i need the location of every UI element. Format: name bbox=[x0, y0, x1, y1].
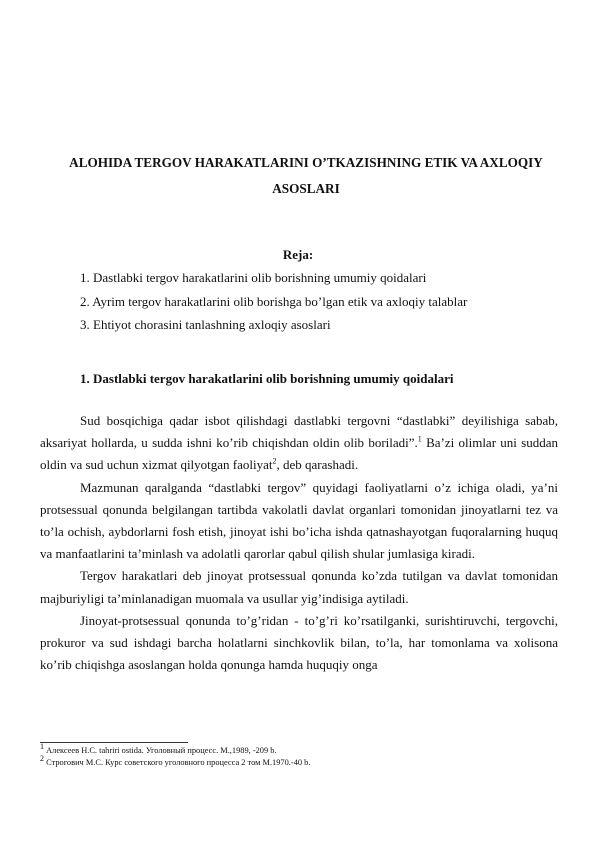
plan-item: 3. Ehtiyot chorasini tanlashning axloqiy asoslari bbox=[80, 317, 331, 332]
footnote-1 bbox=[40, 742, 310, 757]
paragraph-3: Tergov harakatlari deb jinoyat protsessual qonunda ko’zda tutilgan va davlat tomonidan majburiyligi ta’minlanadigan muomala va usullar yig’indisiga aytiladi. bbox=[40, 568, 558, 606]
title-line-1: ALOHIDA TERGOV HARAKATLARINI O’TKAZISHNING ETIK VA AXLOQIY bbox=[69, 155, 543, 170]
paragraph-1-part-a: Sud bosqichiga qadar isbot qilishdagi dastlabki tergovni “dastlabki” deyilishiga sabab, aksariyat hollarda, u sudda ishni ko’rib chiqishdan oldin olib boriladi”. bbox=[40, 413, 558, 451]
footnote-mark: 1 bbox=[40, 742, 44, 752]
plan-item: 1. Dastlabki tergov harakatlarini olib borishning umumiy qoidalari bbox=[80, 270, 427, 285]
plan-list bbox=[80, 266, 467, 337]
footnote-2 bbox=[40, 754, 311, 769]
footnote-ref-1: 1 bbox=[417, 434, 422, 444]
footnotes bbox=[40, 742, 311, 769]
paragraph-1-part-c: , deb qarashadi. bbox=[276, 457, 359, 473]
body-text bbox=[40, 410, 558, 676]
footnote-separator bbox=[40, 742, 188, 743]
footnote-ref-2: 2 bbox=[272, 457, 277, 467]
plan-item: 2. Ayrim tergov harakatlarini olib borishga bo’lgan etik va axloqiy talablar bbox=[80, 293, 468, 309]
paragraph-1-part-b: Ba’zi olimlar uni suddan oldin va sud uchun xizmat qilyotgan faoliyat bbox=[40, 435, 559, 473]
paragraph-2: Mazmunan qaralganda “dastlabki tergov” quyidagi faoliyatlarni o’z ichiga oladi, ya’ni protsessual qonunda belgilangan tartibda vakolatli davlat organlari tomonidan jinoyatlarni tez va to’la ochish, aybdorlarni fosh etish, jinoyat ishi bo’icha ishda qatnashayotgan fuqoralarning huquq va manfaatlarini ta’minlash va adolatli qarorlar qabul qilish shular jumlasiga kiradi. bbox=[40, 479, 558, 562]
document-title bbox=[56, 150, 556, 202]
plan-heading: Reja: bbox=[282, 247, 314, 262]
title-line-2: ASOSLARI bbox=[272, 181, 340, 196]
paragraph-4: Jinoyat-protsessual qonunda to’g’ridan - to’g’ri ko’rsatilganki, surishtiruvchi, tergovchi, prokuror va sud ishdagi barcha holatlarni sinchkovlik bilan, to’la, har tomonlama va xolisona ko’rib chiqishga asoslangan holda qonunga hamda huquqiy onga bbox=[40, 612, 558, 673]
footnote-text: Строгович М.С. Курс советского уголовного процесса 2 том М.1970.-40 b. bbox=[44, 758, 311, 767]
footnote-mark: 2 bbox=[40, 754, 44, 764]
footnote-text: Алексеев Н.С. tahriri ostida. Уголовный процесс. М.,1989, -209 b. bbox=[44, 746, 277, 755]
section-heading: 1. Dastlabki tergov harakatlarini olib borishning umumiy qoidalari bbox=[80, 371, 454, 386]
paragraph-1 bbox=[40, 410, 558, 477]
